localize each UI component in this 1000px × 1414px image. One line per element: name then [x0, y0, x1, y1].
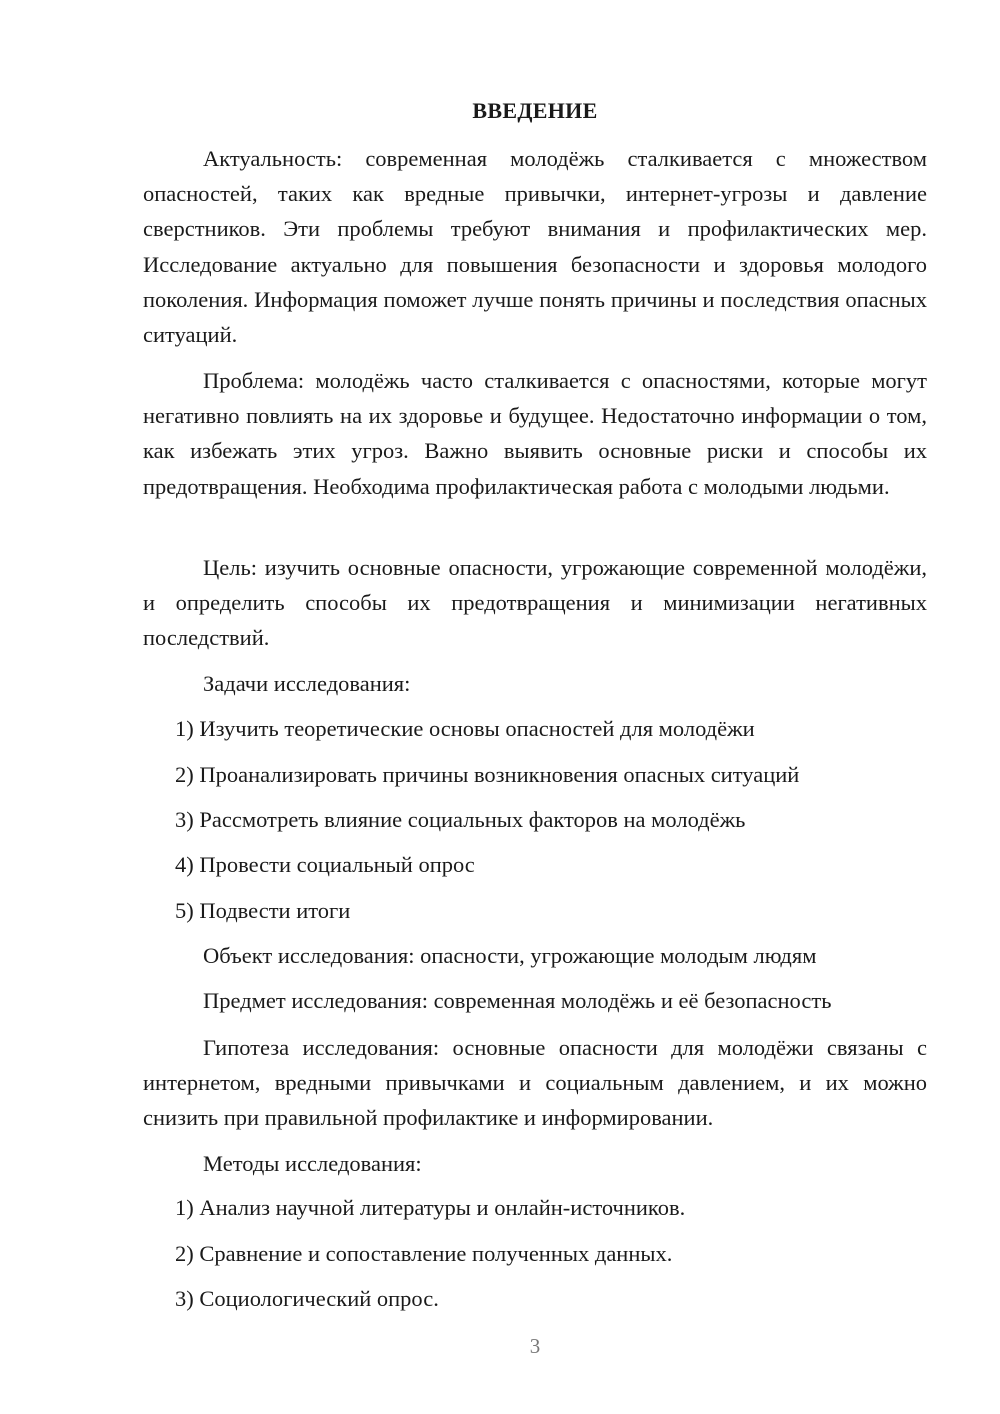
method-item-2-block — [143, 1239, 927, 1269]
task-item: 2) Проанализировать причины возникновения опасных ситуаций — [175, 762, 800, 787]
hypothesis-paragraph: Гипотеза исследования: основные опасности для молодёжи связаны с интернетом, вредными привычками и социальным давлением, и их можно снизить при правильной профилактике и информировании. — [143, 1035, 927, 1131]
methods-label-block — [143, 1149, 927, 1179]
method-item: 2) Сравнение и сопоставление полученных данных. — [175, 1241, 673, 1266]
task-item-1-block — [143, 714, 927, 744]
task-item-4-block — [143, 850, 927, 880]
subject-line-block — [143, 986, 927, 1016]
task-item: 5) Подвести итоги — [175, 898, 351, 923]
task-item-3-block — [143, 805, 927, 835]
tasks-label: Задачи исследования: — [203, 671, 411, 696]
tasks-label-block — [143, 669, 927, 699]
goal-paragraph-block — [143, 550, 927, 656]
object-line-block — [143, 941, 927, 971]
page-number: 3 — [529, 1334, 541, 1358]
relevance-paragraph-block — [143, 141, 927, 352]
problem-paragraph: Проблема: молодёжь часто сталкивается с опасностями, которые могут негативно повлиять на их здоровье и будущее. Недостаточно информации о том, как избежать этих угроз. Важно выявить основные риски и способы их предотвращения. Необходима профилактическая работа с молодыми людьми. — [143, 368, 927, 499]
task-item-2-block — [143, 760, 927, 790]
research-subject: Предмет исследования: современная молодёжь и её безопасность — [203, 988, 832, 1013]
method-item: 3) Социологический опрос. — [175, 1286, 439, 1311]
task-item-5-block — [143, 896, 927, 926]
method-item-3-block — [143, 1284, 927, 1314]
task-item: 4) Провести социальный опрос — [175, 852, 475, 877]
page-title: ВВЕДЕНИЕ — [472, 98, 598, 123]
document-page — [143, 0, 927, 1414]
problem-paragraph-block — [143, 363, 927, 504]
research-object: Объект исследования: опасности, угрожающие молодым людям — [203, 943, 817, 968]
relevance-paragraph: Актуальность: современная молодёжь сталкивается с множеством опасностей, таких как вредные привычки, интернет-угрозы и давление сверстников. Эти проблемы требуют внимания и профилактических мер. Исследование актуально для повышения безопасности и здоровья молодого поколения. Информация поможет лучше понять причины и последствия опасных ситуаций. — [143, 146, 927, 348]
task-item: 1) Изучить теоретические основы опасностей для молодёжи — [175, 716, 755, 741]
methods-label: Методы исследования: — [203, 1151, 422, 1176]
hypothesis-paragraph-block — [143, 1030, 927, 1136]
method-item-1-block — [143, 1193, 927, 1223]
task-item: 3) Рассмотреть влияние социальных факторов на молодёжь — [175, 807, 746, 832]
method-item: 1) Анализ научной литературы и онлайн-источников. — [175, 1195, 686, 1220]
goal-paragraph: Цель: изучить основные опасности, угрожающие современной молодёжи, и определить способы их предотвращения и минимизации негативных последствий. — [143, 555, 927, 651]
